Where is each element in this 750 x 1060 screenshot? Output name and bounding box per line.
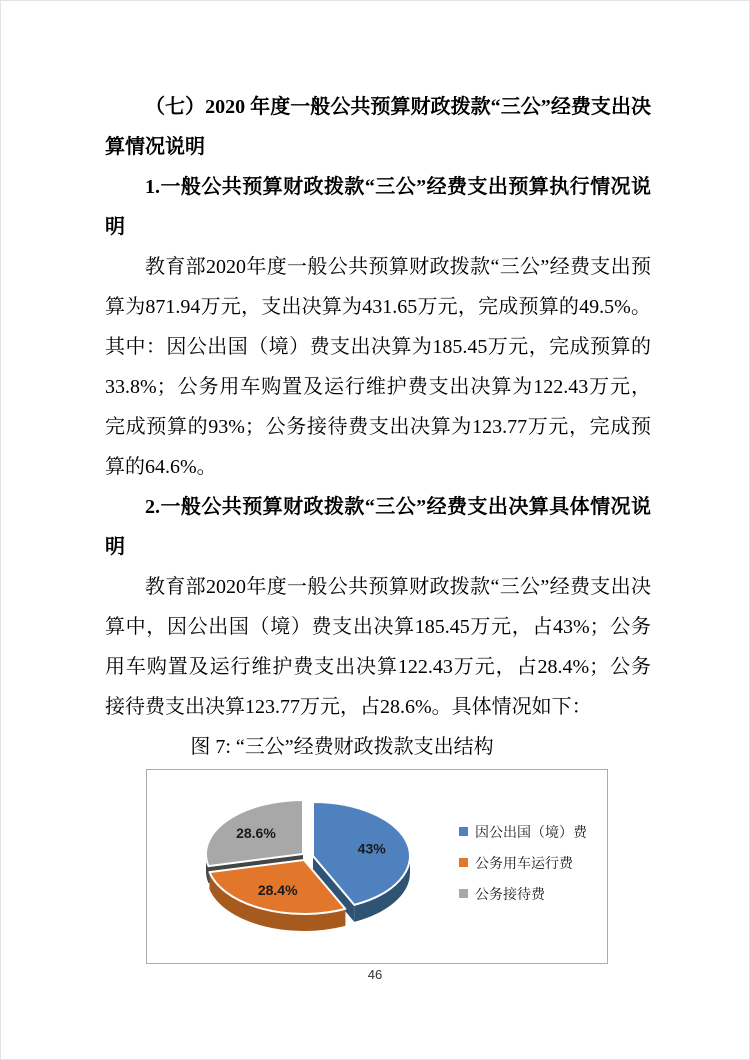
page-number: 46 [367, 967, 383, 982]
pie-slice-label: 28.4% [257, 882, 298, 899]
paragraph-1: 教育部2020年度一般公共预算财政拨款“三公”经费支出预算为871.94万元，支出决算为431.65万元，完成预算的49.5%。其中：因公出国（境）费支出决算为185.45万元，完成预算的33.8%；公务用车购置及运行维护费支出决算为122.43万元，完成预算的93%；公务接待费支出决算为123.77万元，完成预算的64.6%。 [105, 256, 651, 478]
figure-caption: 图 7: “三公”经费财政拨款支出结构 [190, 736, 494, 758]
legend-color-swatch-icon [459, 827, 468, 836]
section-heading: （七）2020 年度一般公共预算财政拨款“三公”经费支出决算情况说明 [105, 96, 651, 158]
figure-7-pie-chart [146, 769, 608, 964]
legend-color-swatch-icon [459, 889, 468, 898]
document-body [105, 87, 651, 767]
paragraph-2: 教育部2020年度一般公共预算财政拨款“三公”经费支出决算中，因公出国（境）费支出决算185.45万元，占43%；公务用车购置及运行维护费支出决算122.43万元，占28.4%；公务接待费支出决算123.77万元，占28.6%。具体情况如下： [105, 576, 651, 718]
legend-item [459, 878, 587, 909]
pie-slice-label: 43% [357, 840, 386, 857]
legend-color-swatch-icon [459, 858, 468, 867]
pie-slice-label: 28.6% [236, 825, 276, 842]
subsection-1-heading: 1.一般公共预算财政拨款“三公”经费支出预算执行情况说明 [105, 176, 651, 238]
legend-label: 公务用车运行费 [475, 856, 573, 872]
legend-item [459, 816, 587, 847]
legend-item [459, 847, 587, 878]
legend-label: 公务接待费 [475, 887, 545, 903]
legend-label: 因公出国（境）费 [475, 825, 587, 841]
subsection-2-heading: 2.一般公共预算财政拨款“三公”经费支出决算具体情况说明 [105, 496, 651, 558]
chart-legend [459, 816, 587, 909]
